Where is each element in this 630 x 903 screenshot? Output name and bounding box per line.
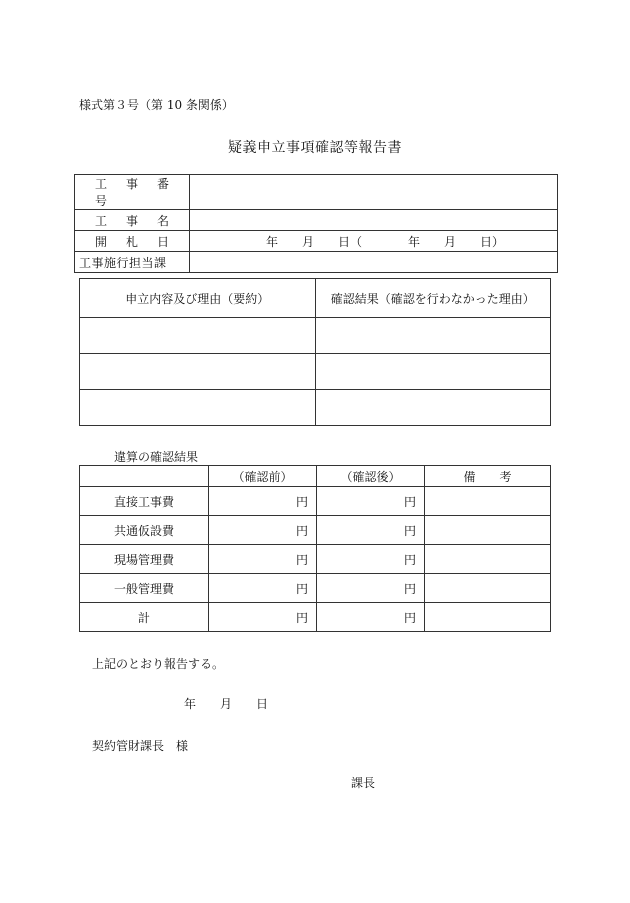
objection-content-cell[interactable] bbox=[80, 354, 316, 390]
amount-before-cell[interactable]: 円 bbox=[209, 516, 317, 545]
table-row bbox=[80, 603, 551, 632]
note-cell[interactable] bbox=[425, 516, 551, 545]
table-row bbox=[80, 390, 551, 426]
date-day-unit: 日（ bbox=[338, 234, 363, 249]
table-row bbox=[75, 175, 558, 210]
amount-before-cell[interactable]: 円 bbox=[209, 487, 317, 516]
confirmation-result-cell[interactable] bbox=[315, 318, 551, 354]
total-label: 計 bbox=[80, 603, 209, 632]
total-after-cell[interactable]: 円 bbox=[317, 603, 425, 632]
date-alt-month-unit: 月 bbox=[444, 234, 457, 249]
table-header-row bbox=[80, 466, 551, 487]
after-header: （確認後） bbox=[317, 466, 425, 487]
report-date-month: 月 bbox=[220, 697, 233, 711]
item-label: 現場管理費 bbox=[80, 545, 209, 574]
report-date-day: 日 bbox=[256, 697, 269, 711]
objection-table bbox=[79, 278, 551, 426]
bid-opening-date-label: 開 札 日 bbox=[75, 231, 190, 252]
table-row bbox=[80, 545, 551, 574]
note-cell[interactable] bbox=[425, 603, 551, 632]
date-year-unit: 年 bbox=[266, 234, 279, 249]
note-cell[interactable] bbox=[425, 574, 551, 603]
objection-content-header: 申立内容及び理由（要約） bbox=[80, 279, 316, 318]
confirmation-result-header: 確認結果（確認を行わなかった理由） bbox=[315, 279, 551, 318]
report-date bbox=[184, 695, 268, 712]
table-row bbox=[75, 231, 558, 252]
table-row bbox=[75, 210, 558, 231]
confirmation-result-cell[interactable] bbox=[315, 390, 551, 426]
amount-after-cell[interactable]: 円 bbox=[317, 545, 425, 574]
confirmation-result-cell[interactable] bbox=[315, 354, 551, 390]
item-label: 直接工事費 bbox=[80, 487, 209, 516]
project-name-label: 工 事 名 bbox=[75, 210, 190, 231]
report-date-year: 年 bbox=[184, 697, 197, 711]
amount-after-cell[interactable]: 円 bbox=[317, 574, 425, 603]
project-number-label: 工 事 番 号 bbox=[75, 175, 190, 210]
amount-before-cell[interactable]: 円 bbox=[209, 574, 317, 603]
department-field[interactable] bbox=[190, 252, 558, 273]
project-number-field[interactable] bbox=[190, 175, 558, 210]
table-row bbox=[75, 252, 558, 273]
amount-after-cell[interactable]: 円 bbox=[317, 487, 425, 516]
project-info-table bbox=[74, 174, 558, 273]
amount-before-cell[interactable]: 円 bbox=[209, 545, 317, 574]
calc-section-caption: 違算の確認結果 bbox=[114, 450, 199, 464]
objection-content-cell[interactable] bbox=[80, 318, 316, 354]
project-name-field[interactable] bbox=[190, 210, 558, 231]
addressee: 契約管財課長 様 bbox=[92, 739, 189, 753]
note-cell[interactable] bbox=[425, 545, 551, 574]
table-row bbox=[80, 574, 551, 603]
item-label: 一般管理費 bbox=[80, 574, 209, 603]
total-before-cell[interactable]: 円 bbox=[209, 603, 317, 632]
note-header: 備 考 bbox=[425, 466, 551, 487]
item-header bbox=[80, 466, 209, 487]
amount-after-cell[interactable]: 円 bbox=[317, 516, 425, 545]
date-alt-day-unit: 日） bbox=[480, 234, 505, 249]
objection-content-cell[interactable] bbox=[80, 390, 316, 426]
report-statement: 上記のとおり報告する。 bbox=[92, 657, 225, 671]
date-alt-year-unit: 年 bbox=[408, 234, 421, 249]
table-row bbox=[80, 516, 551, 545]
note-cell[interactable] bbox=[425, 487, 551, 516]
form-number: 様式第３号（第 10 条関係） bbox=[79, 98, 234, 112]
before-header: （確認前） bbox=[209, 466, 317, 487]
date-month-unit: 月 bbox=[302, 234, 315, 249]
calculation-table bbox=[79, 465, 551, 632]
bid-opening-date-field[interactable] bbox=[190, 231, 558, 252]
item-label: 共通仮設費 bbox=[80, 516, 209, 545]
department-label: 工事施行担当課 bbox=[75, 252, 190, 273]
document-title: 疑義申立事項確認等報告書 bbox=[228, 140, 402, 156]
table-header-row bbox=[80, 279, 551, 318]
table-row bbox=[80, 318, 551, 354]
table-row bbox=[80, 354, 551, 390]
table-row bbox=[80, 487, 551, 516]
sender-title: 課長 bbox=[351, 776, 376, 790]
